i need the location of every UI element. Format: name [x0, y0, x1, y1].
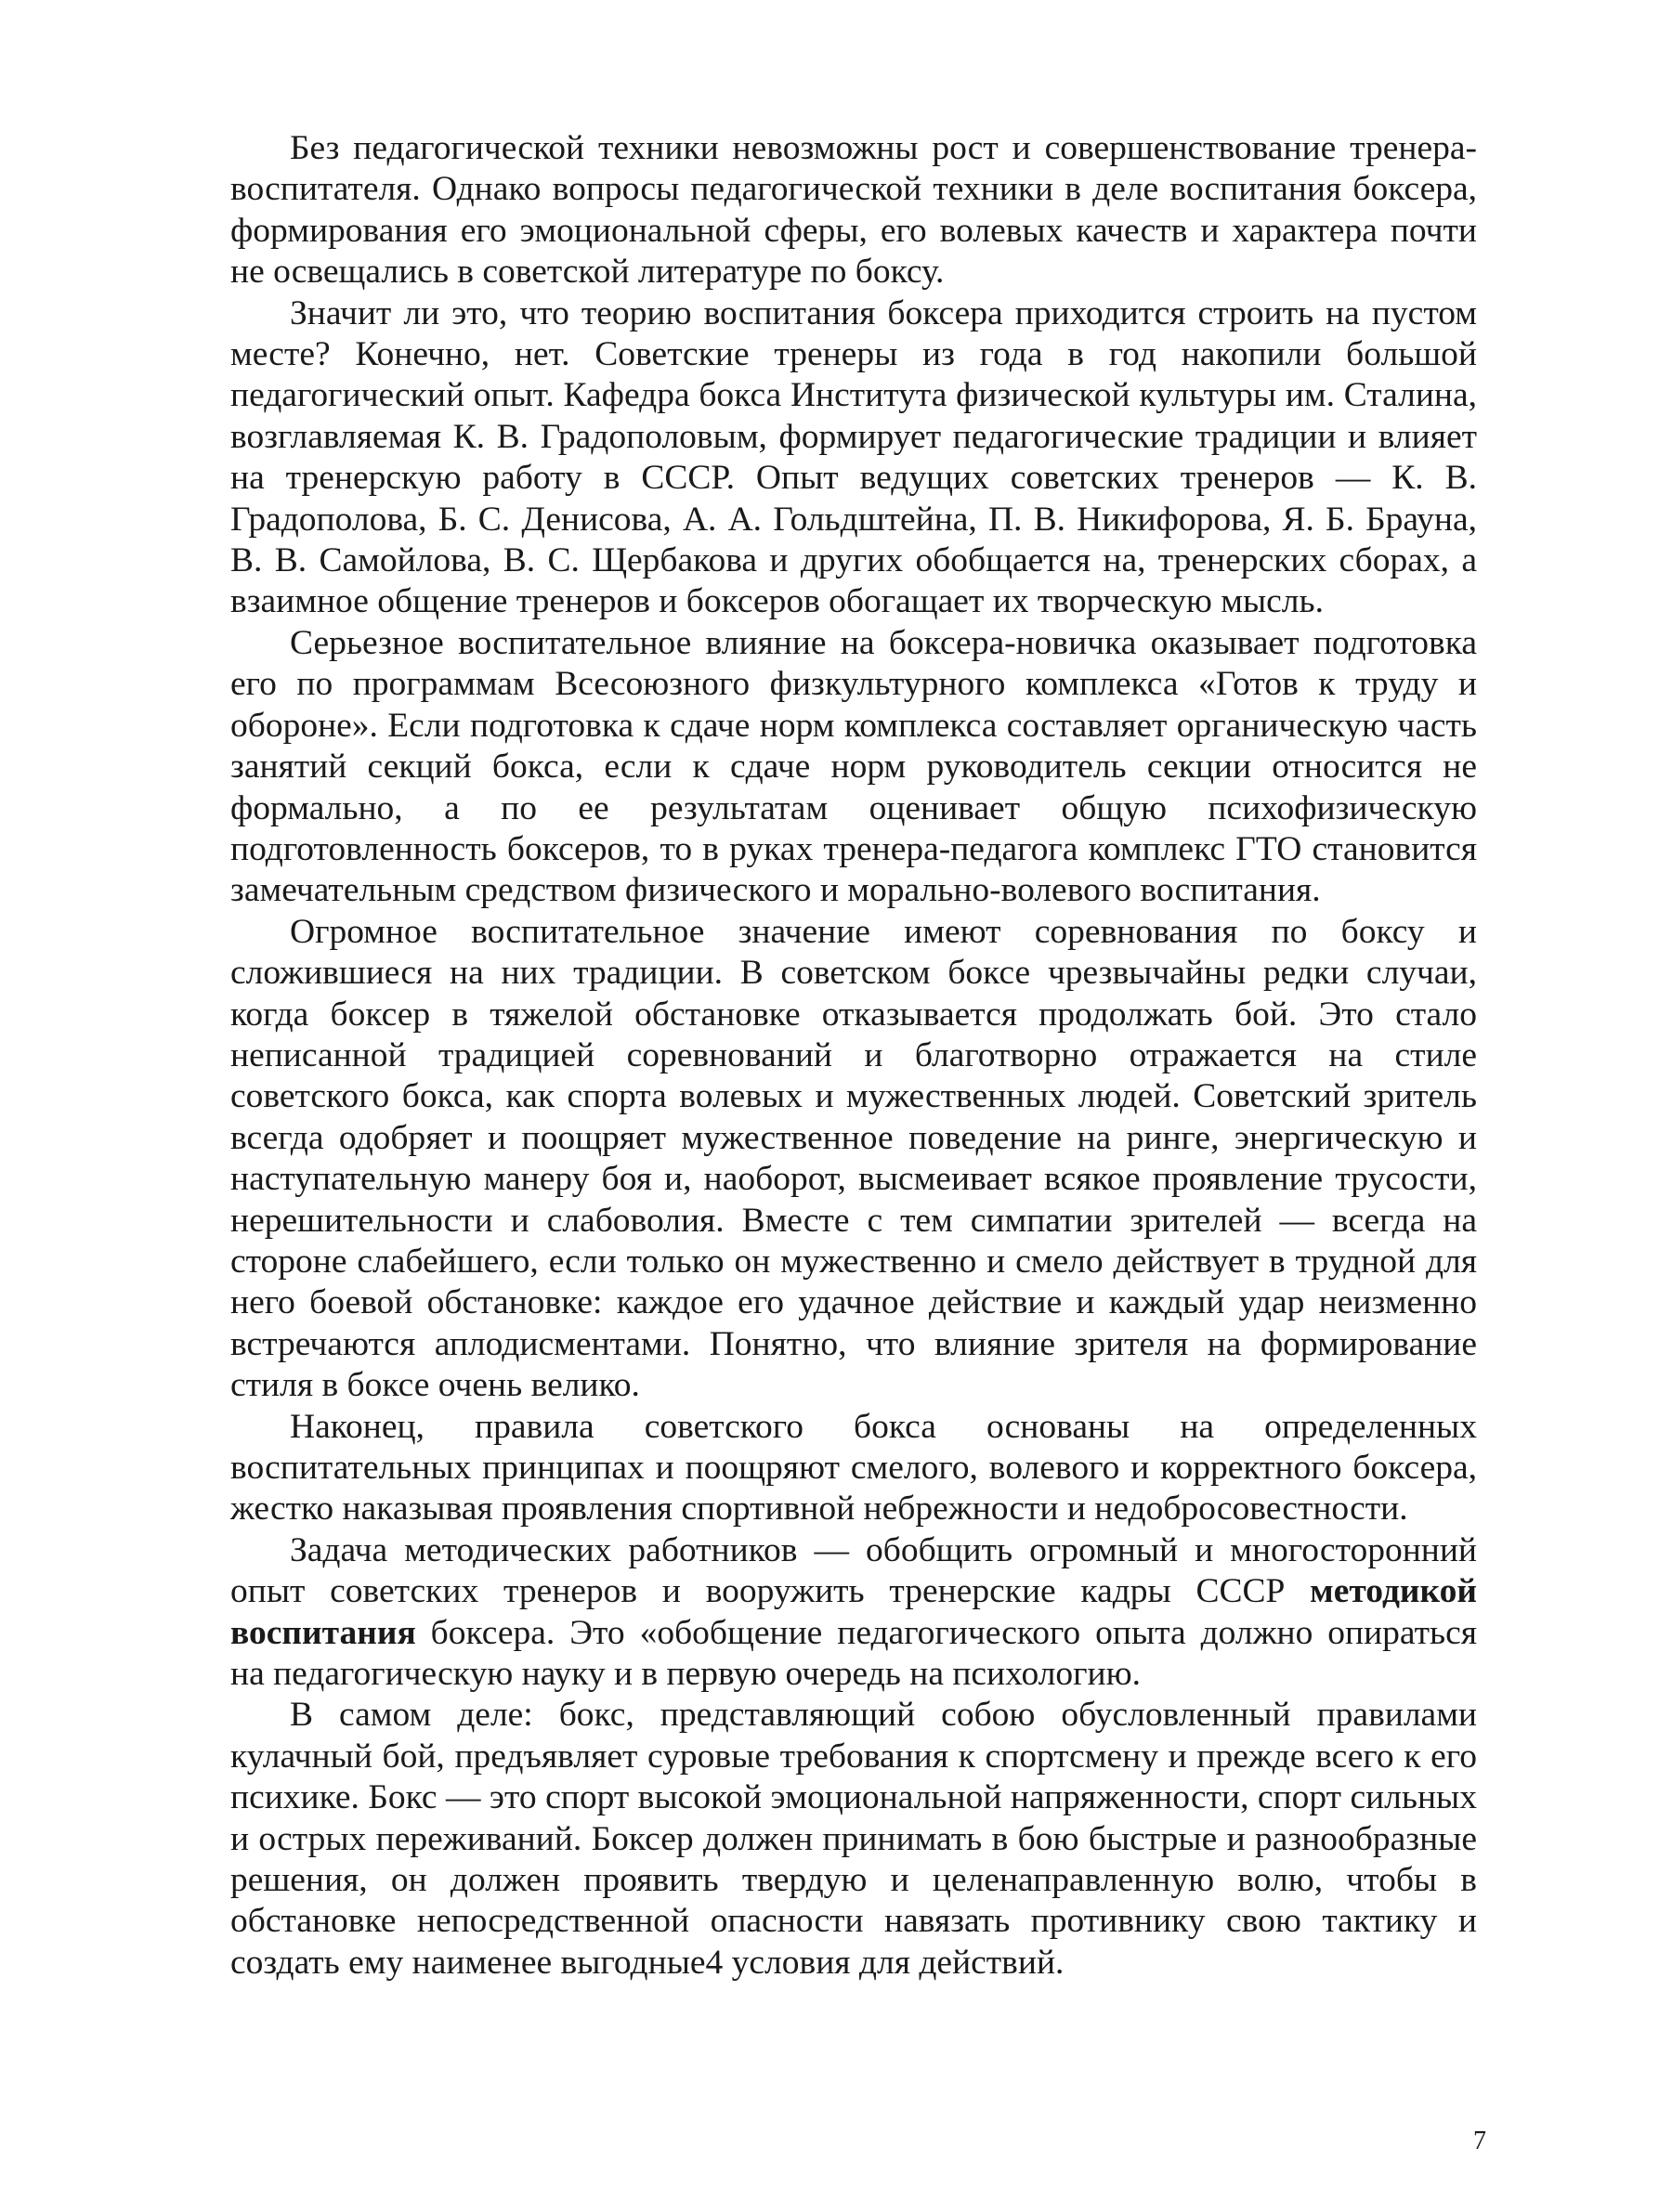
paragraph-7: В самом деле: бокс, представляющий собою обусловленный правилами кулачный бой, предъявляет суровые требования к спортсмену и прежде всего к его психике. Бокс — это спорт высокой эмоциональной напряженности, спорт сильных и острых переживаний. Боксер должен принимать в бою быстрые и разнообразные решения, он должен проявить твердую и целенаправленную волю, чтобы в обстановке непосредственной опасности навязать противнику свою тактику и создать ему наименее выгодные4 условия для действий. — [230, 1696, 1477, 1982]
bold-term: методикой воспитания — [230, 1572, 1477, 1652]
paragraph-6-tail: боксера. Это «обобщение педагогического опыта должно опираться на педагогическую науку и в первую очередь на психологию. — [230, 1613, 1477, 1694]
paragraph-2: Значит ли это, что теорию воспитания боксера приходится строить на пустом месте? Конечно, нет. Советские тренеры из года в год накопили большой педагогический опыт. Кафедра бокса Института физической культуры им. Сталина, возглавляемая К. В. Градополовым, формирует педагогические традиции и влияет на тренерскую работу в СССР. Опыт ведущих советских тренеров — К. В. Градополова, Б. С. Денисова, А. А. Гольдштейна, П. В. Никифорова, Я. Б. Брауна, В. В. Самойлова, В. С. Щербакова и других обобщается на, тренерских сборах, а взаимное общение тренеров и боксеров обогащает их творческую мысль. — [230, 293, 1477, 621]
paragraph-1: Без педагогической техники невозможны рост и совершенствование тренера-воспитателя. Однако вопросы педагогической техники в деле воспитания боксера, формирования его эмоциональной сферы, его волевых качеств и характера почти не освещались в советской литературе по боксу. — [230, 129, 1477, 292]
paragraph-4: Огромное воспитательное значение имеют соревнования по боксу и сложившиеся на них традиции. В советском боксе чрезвычайны редки случаи, когда боксер в тяжелой обстановке отказывается продолжать бой. Это стало неписанной традицией соревнований и благотворно отражается на стиле советского бокса, как спорта волевых и мужественных людей. Советский зритель всегда одобряет и поощряет мужественное поведение на ринге, энергическую и наступательную манеру боя и, наоборот, высмеивает всякое проявление трусости, нерешительности и слабоволия. Вместе с тем симпатии зрителей — всегда на стороне слабейшего, если только он мужественно и смело действует в трудной для него боевой обстановке: каждое его удачное действие и каждый удар неизменно встречаются аплодисментами. Понятно, что влияние зрителя на формирование стиля в боксе очень велико. — [230, 912, 1477, 1405]
paragraph-3: Серьезное воспитательное влияние на боксера-новичка оказывает подготовка его по программам Всесоюзного физкультурного комплекса «Готов к труду и обороне». Если подготовка к сдаче норм комплекса составляет органическую часть занятий секций бокса, если к сдаче норм руководитель секции относится не формально, а по ее результатам оценивает общую психофизическую подготовленность боксеров, то в руках тренера-педагога комплекс ГТО становится замечательным средством физического и морально-волевого воспитания. — [230, 623, 1477, 910]
paragraph-6 — [230, 1530, 1477, 1696]
page-number: 7 — [1473, 2127, 1486, 2155]
body-text — [230, 128, 1477, 1984]
paragraph-5: Наконец, правила советского бокса основаны на определенных воспитательных принципах и поощряют смелого, волевого и корректного боксера, жестко наказывая проявления спортивной небрежности и недобросовестности. — [230, 1407, 1477, 1529]
paragraph-6-lead: Задача методических работников — обобщить огромный и многосторонний опыт советских тренеров и вооружить тренерские кадры СССР — [230, 1530, 1477, 1611]
